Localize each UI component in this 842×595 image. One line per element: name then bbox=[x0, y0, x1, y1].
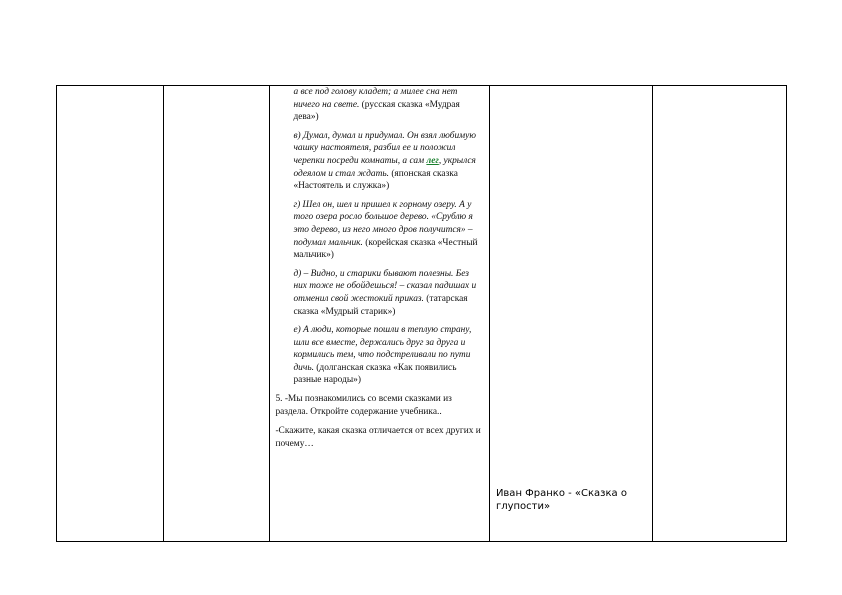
excerpt-source: (долганская сказка «Как появились разные народы») bbox=[293, 362, 457, 386]
excerpt-b bbox=[293, 86, 483, 124]
excerpt-quote: а все под голову кладет; а милее сна нет ничего на свете. bbox=[293, 87, 458, 110]
author-note: Иван Франко - «Сказка о глупости» bbox=[495, 488, 627, 512]
excerpt-quote: д) – Видно, и старики бывают полезны. Без них тоже не обойдешься! – сказал падишах и отменил свой жестокий приказ. bbox=[293, 268, 477, 304]
excerpt-quote: е) А люди, которые пошли в теплую страну, шли все вместе, держались друг за друга и кормились тем, что подстреливали по пути дичь. bbox=[293, 325, 472, 373]
excerpt-g bbox=[293, 199, 483, 262]
empty-cell-5 bbox=[653, 86, 787, 542]
lesson-table bbox=[56, 85, 787, 542]
excerpt-d bbox=[293, 268, 483, 318]
lesson-content-cell bbox=[270, 86, 490, 542]
excerpt-source: (татарская сказка «Мудрый старик») bbox=[293, 293, 468, 317]
excerpt-source: (японская сказка «Настоятель и служка») bbox=[293, 168, 458, 192]
task-paragraph: 5. -Мы познакомились со всеми сказками из раздела. Откройте содержание учебника.. bbox=[275, 394, 452, 418]
empty-cell-2 bbox=[163, 86, 270, 542]
excerpt-quote-after: , укрылся одеялом и стал ждать. bbox=[293, 155, 476, 179]
author-cell bbox=[489, 86, 652, 542]
excerpt-e bbox=[293, 324, 483, 387]
excerpt-quote-before: в) Думал, думал и придумал. Он взял любимую чашку настоятеля, разбил ее и положил черепки посреди комнаты, а сам bbox=[293, 130, 476, 166]
hyperlink-word[interactable]: лег bbox=[426, 155, 439, 166]
excerpt-quote: г) Шел он, шел и пришел к горному озеру. А у того озера росло большое дерево. «Срублю я это дерево, из него много дров получится» – подумал мальчик. bbox=[293, 199, 473, 248]
excerpt-source: (корейская сказка «Честный мальчик») bbox=[293, 237, 478, 261]
table-row bbox=[57, 86, 787, 542]
empty-cell-1 bbox=[57, 86, 164, 542]
excerpt-source: (русская сказка «Мудрая дева») bbox=[293, 99, 460, 123]
excerpt-v bbox=[293, 130, 483, 193]
question-paragraph: -Скажите, какая сказка отличается от всех других и почему… bbox=[275, 426, 481, 450]
